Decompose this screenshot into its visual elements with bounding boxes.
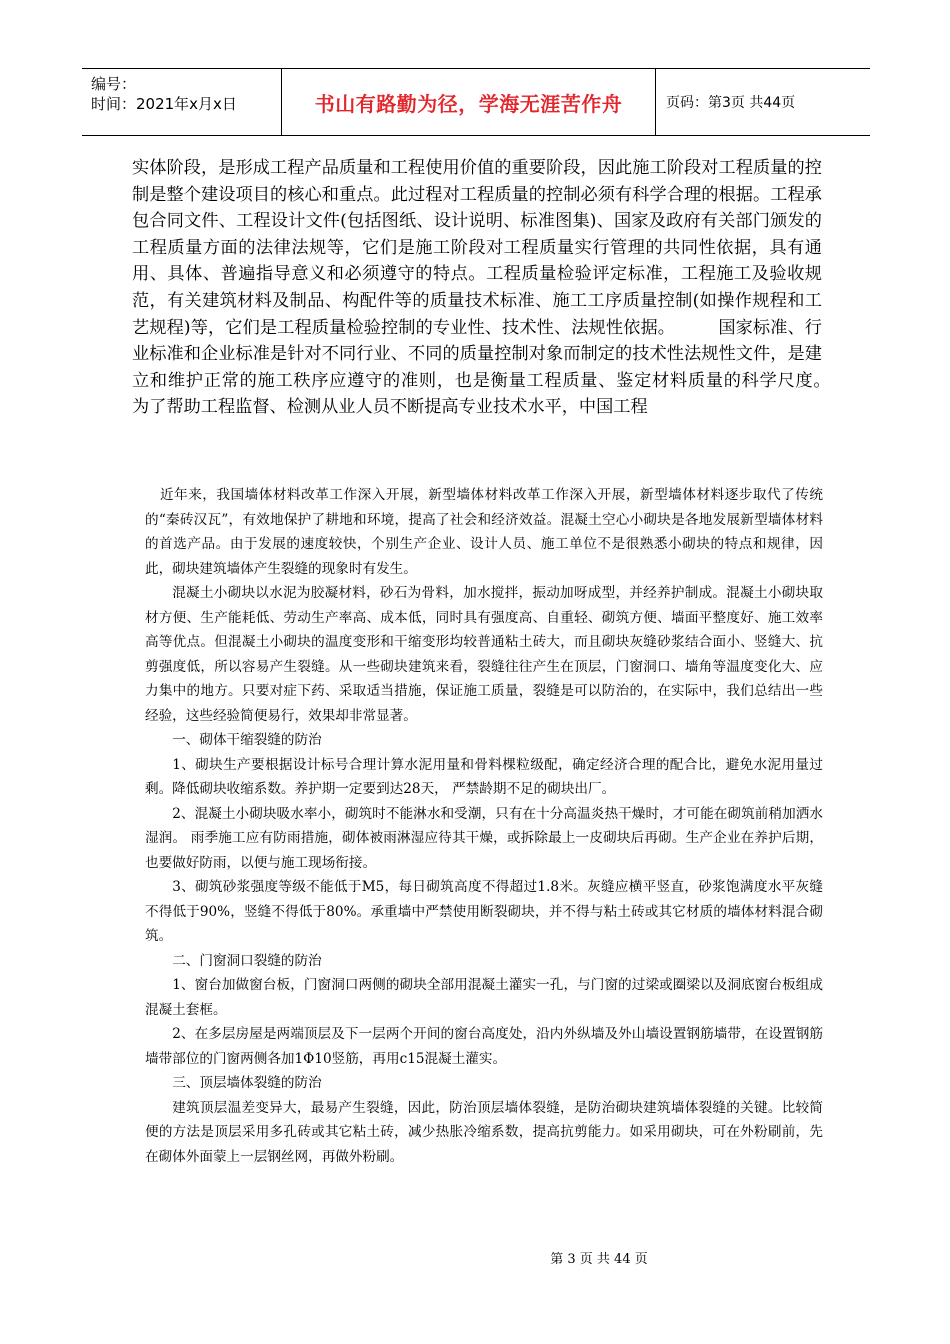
page-footer [0,1248,950,1267]
header-page-label: 页码：第3页 共44页 [666,95,796,111]
paragraph-3-1: 建筑顶层温差变异大，最易产生裂缝，因此，防治顶层墙体裂缝，是防治砌块建筑墙体裂缝的关键。比较简便的方法是顶层采用多孔砖或其它粘土砖，减少热胀冷缩系数，提高抗剪能力。如采用砌块，可在外粉刷前，先在砌体外面蒙上一层钢丝网，再做外粉刷。 [145,1099,823,1165]
section-heading-2: 二、门窗洞口裂缝的防治 [172,952,322,969]
section-heading-1: 一、砌体干缩裂缝的防治 [172,732,322,748]
lead-paragraph: 实体阶段，是形成工程产品质量和工程使用价值的重要阶段，因此施工阶段对工程质量的控制是整个建设项目的核心和重点。此过程对工程质量的控制必须有科学合理的根据。工程承包合同文件、工程设计文件(包括图纸、设计说明、标准图集)、国家及政府有关部门颁发的工程质量方面的法律法规等，它们是施工阶段对工程质量实行管理的共同性依据，具有通用、具体、普遍指导意义和必须遵守的特点。工程质量检验评定标准，工程施工及验收规范，有关建筑材料及制品、构配件等的质量技术标准、施工工序质量控制(如操作规程和工艺规程)等，它们是工程质量检验控制的专业性、技术性、法规性依据。 国家标准、行业标准和企业标准是针对不同行业、不同的质量控制对象而制定的技术性法规性文件，是建立和维护正常的施工秩序应遵守的准则，也是衡量工程质量、鉴定材料质量的科学尺度。 为了帮助工程监督、检测从业人员不断提高专业技术水平，中国工程 [132,158,874,418]
page-header [82,68,870,136]
header-meta [82,69,282,135]
paragraph-1-1: 1、砌块生产要根据设计标号合理计算水泥用量和骨料棵粒级配，确定经济合理的配合比，避免水泥用量过剩。降低砌块收缩系数。养护期一定要到达28天， 严禁龄期不足的砌块出厂。 [145,756,823,797]
paragraph-2-2: 2、在多层房屋是两端顶层及下一层两个开间的窗台高度处，沿内外纵墙及外山墙设置钢筋墙带，在设置钢筋墙带部位的门窗两侧各加1Φ10竖筋，再用c15混凝土灌实。 [145,1026,823,1067]
footer-page-number: 第 3 页 共 44 页 [550,1252,648,1267]
lead-section [132,155,874,421]
paragraph-1-2: 2、混凝土小砌块吸水率小，砌筑时不能淋水和受潮，只有在十分高温炎热干燥时，才可能在砌筑前稍加洒水湿润。 雨季施工应有防雨措施，砌体被雨淋湿应待其干燥，或拆除最上一皮砌块后再砌。生产企业在养护后期，也要做好防雨，以便与施工现场衔接。 [145,805,823,871]
number-label: 编号： [91,75,137,93]
article-body [145,483,823,1169]
paragraph-1-3: 3、砌筑砂浆强度等级不能低于M5，每日砌筑高度不得超过1.8米。灰缝应横平竖直，砂浆饱满度水平灰缝不得低于90%，竖缝不得低于80%。承重墙中严禁使用断裂砌块，并不得与粘土砖或其它材质的墙体材料混合砌筑。 [145,879,823,944]
section-heading-3: 三、顶层墙体裂缝的防治 [172,1075,322,1091]
paragraph-intro: 近年来，我国墙体材料改革工作深入开展，新型墙体材料改革工作深入开展，新型墙体材料逐步取代了传统的“秦砖汉瓦”，有效地保护了耕地和环境，提高了社会和经济效益。混凝土空心小砌块是各地发展新型墙体材料的首选产品。由于发展的速度较快，个别生产企业、设计人员、施工单位不是很熟悉小砌块的特点和规律，因此，砌块建筑墙体产生裂缝的现象时有发生。 [145,487,823,577]
header-motto: 书山有路勤为径，学海无涯苦作舟 [282,69,656,135]
paragraph-2-1: 1、窗台加做窗台板，门窗洞口两侧的砌块全部用混凝土灌实一孔，与门窗的过梁或圈梁以及洞底窗台板组成混凝土套框。 [145,977,823,1018]
paragraph-material: 混凝土小砌块以水泥为胶凝材料，砂石为骨料，加水搅拌，振动加呀成型，并经养护制成。混凝土小砌块取材方便、生产能耗低、劳动生产率高、成本低，同时具有强度高、自重轻、砌筑方便、墙面平整度好、施工效率高等优点。但混凝土小砌块的温度变形和干缩变形均较普通粘土砖大，而且砌块灰缝砂浆结合面小、竖缝大、抗剪强度低，所以容易产生裂缝。从一些砌块建筑来看，裂缝往往产生在顶层，门窗洞口、墙角等温度变化大、应力集中的地方。只要对症下药、采取适当措施，保证施工质量，裂缝是可以防治的，在实际中，我们总结出一些经验，这些经验简便易行，效果却非常显著。 [145,585,823,724]
time-label: 时间：2021年x月x日 [91,95,237,113]
